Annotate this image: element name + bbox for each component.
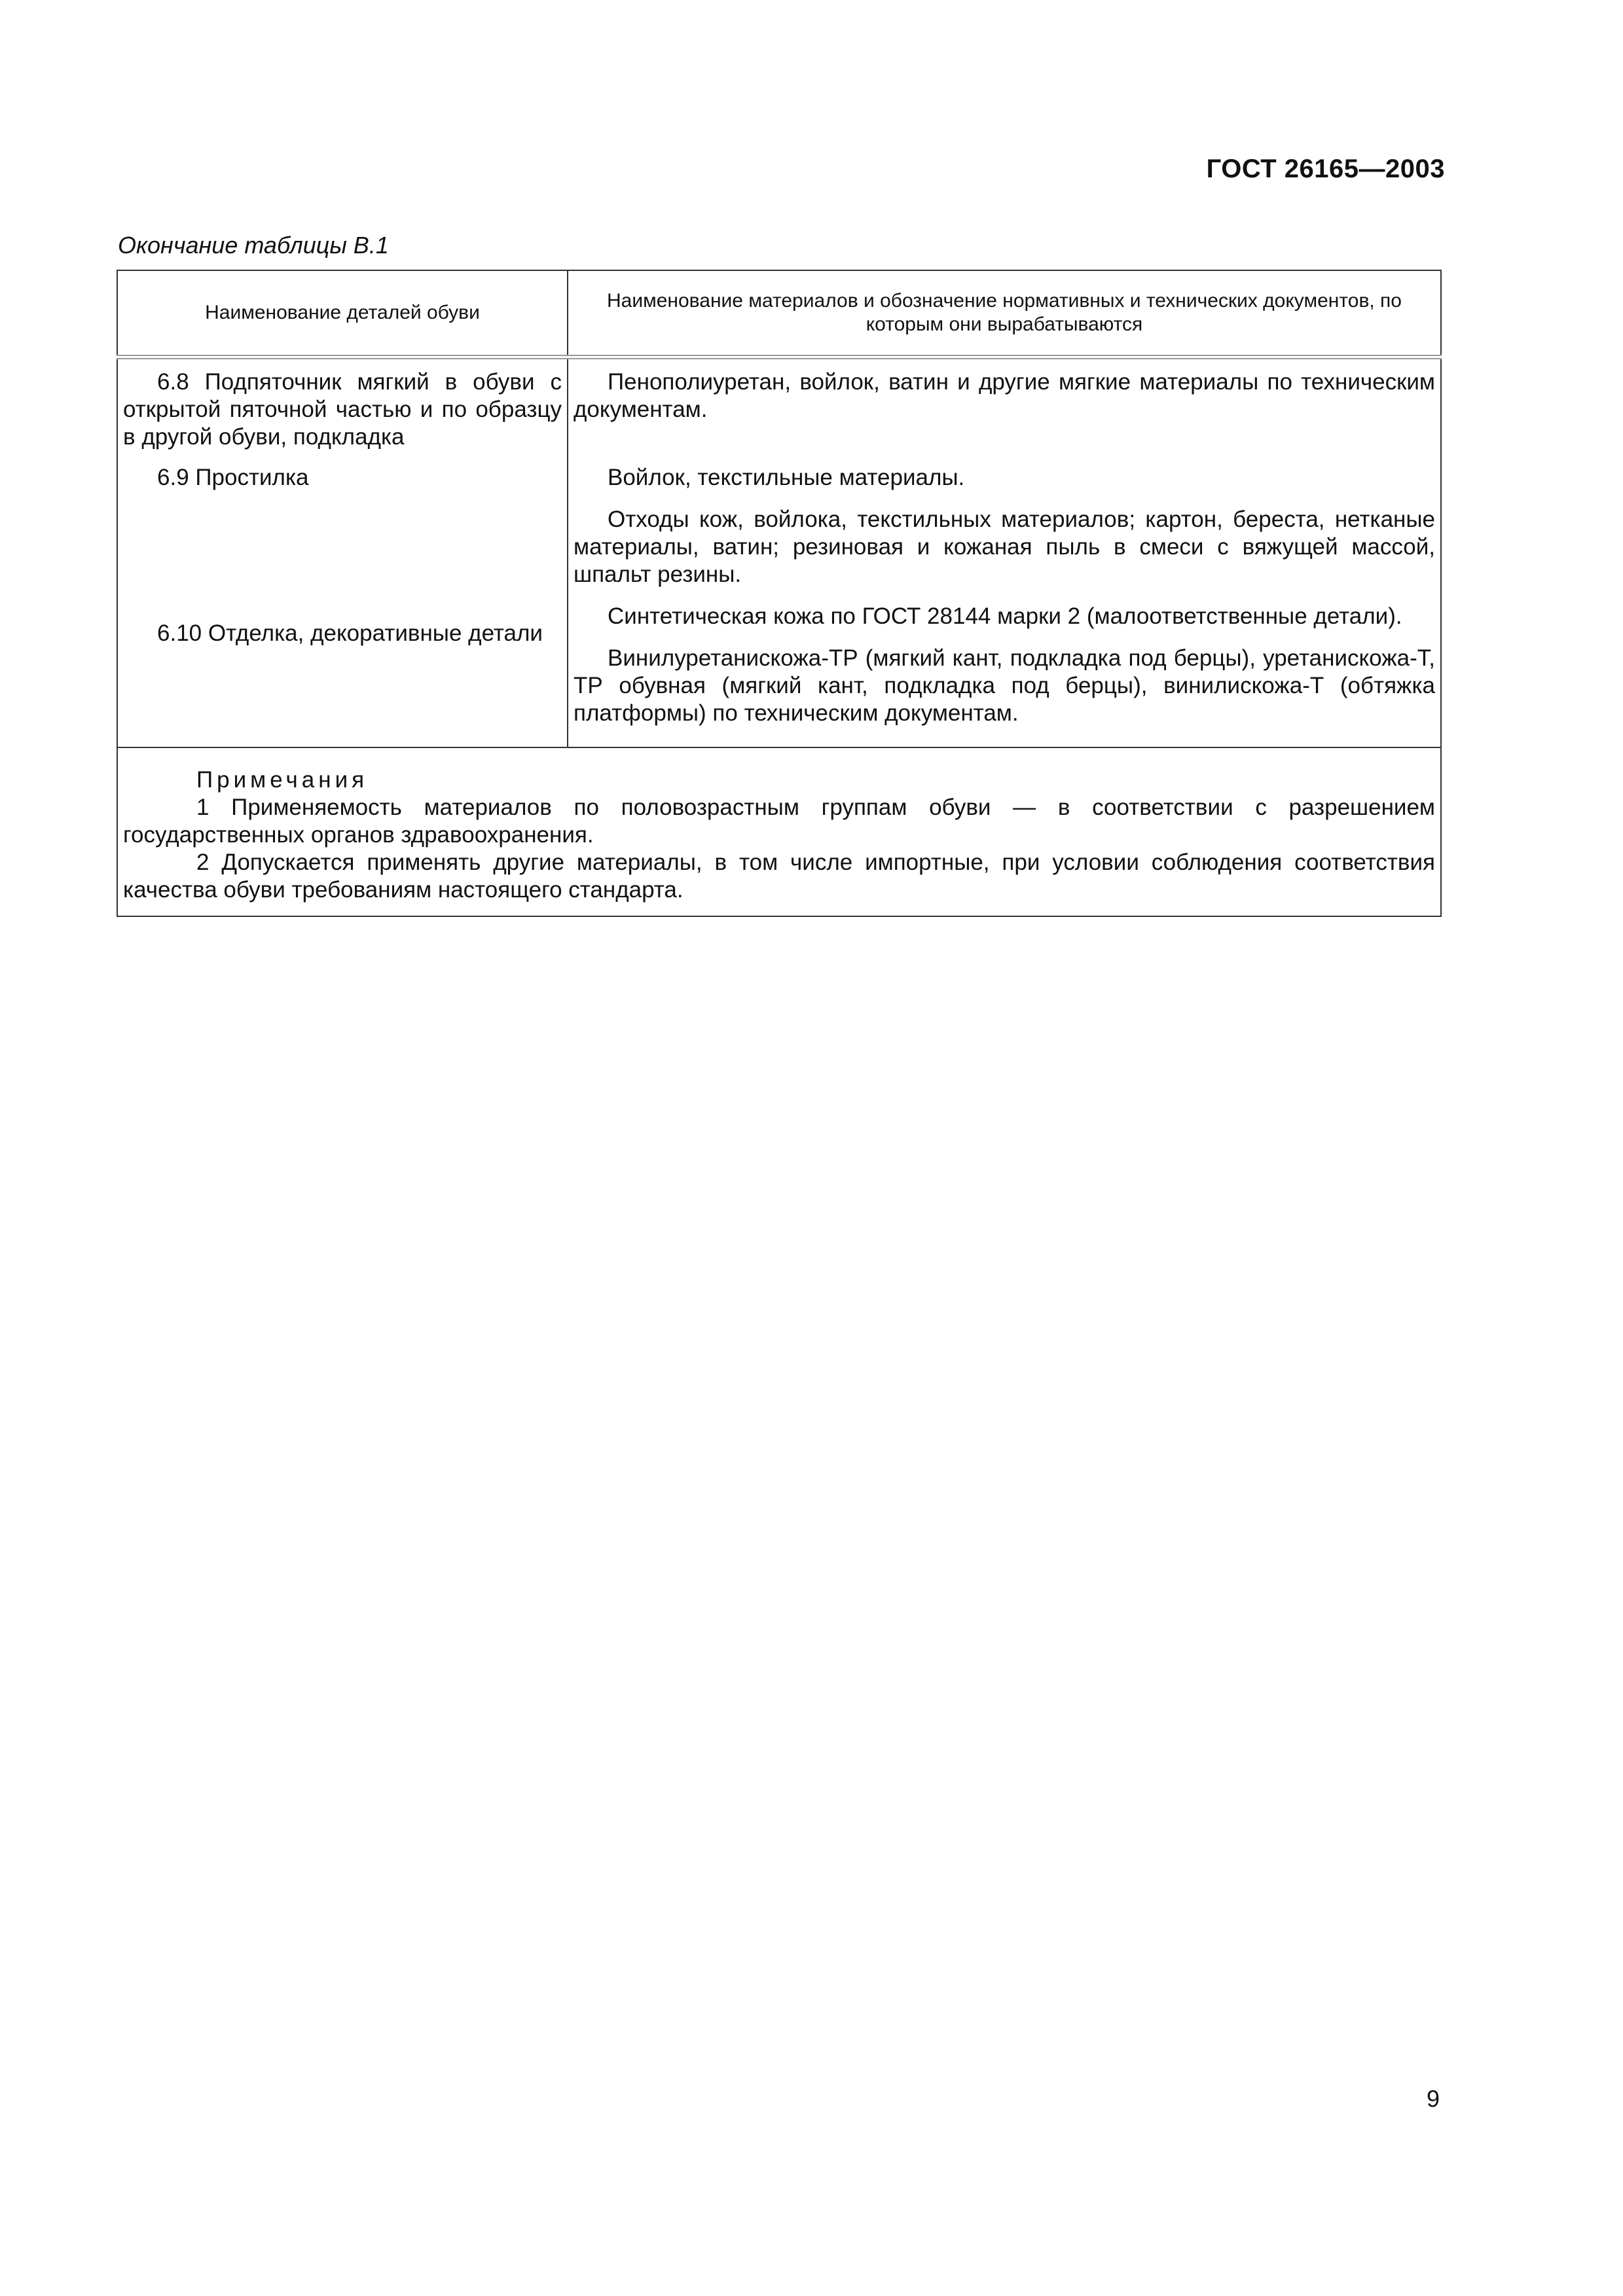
table-body-row	[117, 357, 1441, 748]
notes-title: Примечания	[196, 767, 369, 793]
detail-6-9: 6.9 Простилка	[157, 465, 309, 490]
materials-column	[568, 357, 1441, 748]
header-materials: Наименование материалов и обозначение нормативных и технических документов, по которым они вырабатываются	[568, 270, 1441, 357]
note-1: 1 Применяемость материалов по половозрастным группам обуви — в соответствии с разрешением государственных органов здравоохранения.	[123, 795, 1435, 848]
detail-6-10: 6.10 Отделка, декоративные детали	[157, 620, 543, 646]
materials-6-8: Пенополиуретан, войлок, ватин и другие мягкие материалы по техническим документам.	[574, 369, 1435, 422]
materials-6-9-a: Войлок, текстильные материалы.	[608, 465, 965, 490]
notes-cell	[117, 747, 1441, 916]
materials-6-10-b: Винилуретанискожа-ТР (мягкий кант, подкладка под берцы), уретанискожа-Т, ТР обувная (мягкий кант, подкладка под берцы), винилискожа-Т (обтяжка платформы) по техническим документам.	[574, 645, 1435, 726]
materials-6-10-a: Синтетическая кожа по ГОСТ 28144 марки 2 (малоответственные детали).	[608, 603, 1402, 629]
document-code: ГОСТ 26165—2003	[1206, 154, 1445, 183]
materials-table	[117, 270, 1442, 917]
page-number: 9	[1426, 2085, 1440, 2112]
details-column	[117, 357, 568, 748]
materials-6-9-b: Отходы кож, войлока, текстильных материалов; картон, береста, нетканые материалы, ватин; резиновая и кожаная пыль в смеси с вяжущей массой, шпальт резины.	[574, 507, 1435, 587]
detail-6-8: 6.8 Подпяточник мягкий в обуви с открытой пяточной частью и по образцу в другой обуви, подкладка	[123, 369, 562, 450]
table-header-row	[117, 270, 1441, 357]
note-2: 2 Допускается применять другие материалы, в том числе импортные, при условии соблюдения соответствия качества обуви требованиям настоящего стандарта.	[123, 850, 1435, 903]
table-caption: Окончание таблицы В.1	[118, 232, 389, 259]
header-details: Наименование деталей обуви	[117, 270, 568, 357]
notes-row	[117, 747, 1441, 916]
